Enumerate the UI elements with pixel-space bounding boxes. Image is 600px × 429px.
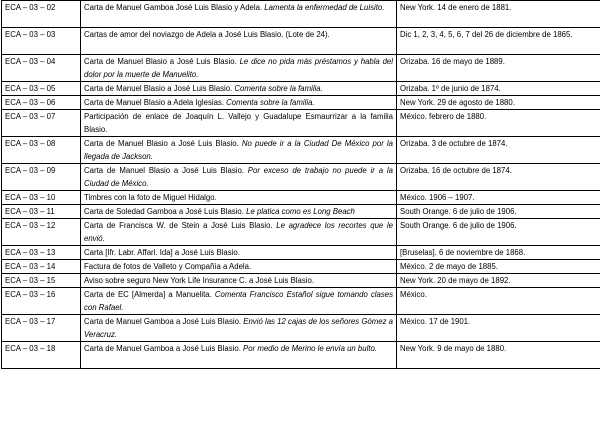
record-place-date: México. 17 de 1901. [397,315,600,342]
description-note: Comenta sobre la familia. [224,98,315,107]
description-text: Cartas de amor del noviazgo de Adela a José Luis Blasio. (Lote de 24). [84,30,330,39]
record-code: ECA – 03 – 03 [2,28,81,55]
record-description [81,219,397,246]
description-note: Comenta Francisco Estañol sigue tomando clases con Rafael. [84,290,393,312]
description-note: Le agradece los recortes que le envió. [84,221,393,243]
record-place-date: New York. 14 de enero de 1881. [397,1,600,28]
description-text: Carta de Manuel Blasio a José Luis Blasio. [84,57,237,66]
record-description [81,315,397,342]
table-row [2,191,600,205]
record-place-date: Dic 1, 2, 3, 4, 5, 6, 7 del 26 de diciembre de 1865. [397,28,600,55]
record-description [81,246,397,260]
record-description [81,137,397,164]
table-row [2,55,600,82]
table-row [2,219,600,246]
table-row [2,1,600,28]
record-place-date: New York. 20 de mayo de 1892. [397,274,600,288]
record-place-date: Orizaba. 1º de junio de 1874. [397,82,600,96]
record-code: ECA – 03 – 09 [2,164,81,191]
record-code: ECA – 03 – 07 [2,110,81,137]
description-text: Participación de enlace de Joaquín L. Vallejo y Guadalupe Esmaurrizar a la familia Blasio. [84,112,393,134]
description-note: No puede ir a la Ciudad De México por la llegada de Jackson. [84,139,393,161]
record-place-date: México. febrero de 1880. [397,110,600,137]
description-note: Le dice no pida más préstamos y habla del dolor por la muerte de Manuelito. [84,57,393,79]
record-code: ECA – 03 – 08 [2,137,81,164]
record-place-date: Orizaba. 16 de mayo de 1889. [397,55,600,82]
description-text: Carta de Manuel Gamboa José Luis Blasio y Adela. [84,3,263,12]
record-place-date: South Orange. 6 de julio de 1906. [397,219,600,246]
record-place-date: New York. 9 de mayo de 1880. [397,342,600,369]
description-text: Aviso sobre seguro New York Life Insurance C. a José Luis Blasio. [84,276,314,285]
description-note: Comenta sobre la familia. [232,84,323,93]
record-description [81,164,397,191]
description-note: Por exceso de trabajo no puede ir a la Ciudad de México. [84,166,393,188]
table-row [2,137,600,164]
description-text: Carta de Manuel Blasio a José Luis Blasio. [84,166,244,175]
record-place-date: México. 2 de mayo de 1885. [397,260,600,274]
record-place-date: México. [397,288,600,315]
record-code: ECA – 03 – 04 [2,55,81,82]
table-row [2,342,600,369]
record-code: ECA – 03 – 05 [2,82,81,96]
record-description [81,55,397,82]
description-text: Carta de Manuel Blasio a José Luis Blasio. [84,139,239,148]
record-code: ECA – 03 – 06 [2,96,81,110]
table-row [2,246,600,260]
record-description [81,28,397,55]
description-text: Carta de EC [Almerda] a Manuelita. [84,290,212,299]
records-table [1,0,600,369]
table-row [2,82,600,96]
record-description [81,342,397,369]
record-code: ECA – 03 – 02 [2,1,81,28]
description-text: Carta de Manuel Blasio a José Luis Blasio. [84,84,233,93]
record-description [81,288,397,315]
description-text: Timbres con la foto de Miguel Hidalgo. [84,193,217,202]
record-code: ECA – 03 – 11 [2,205,81,219]
description-text: Carta de Manuel Gamboa a José Luis Blasio. [84,344,241,353]
record-code: ECA – 03 – 12 [2,219,81,246]
description-note: Lamenta la enfermedad de Luisito. [262,3,385,12]
description-text: Carta [Ifr. Labr. Affarl. Ida] a José Luis Blasio. [84,248,240,257]
table-row [2,288,600,315]
record-place-date: Orizaba. 3 de octubre de 1874. [397,137,600,164]
record-code: ECA – 03 – 16 [2,288,81,315]
record-description [81,191,397,205]
description-note: Por medio de Merino le envía un bulto. [240,344,377,353]
record-code: ECA – 03 – 13 [2,246,81,260]
description-text: Factura de fotos de Valleto y Compañía a Adela. [84,262,252,271]
record-code: ECA – 03 – 14 [2,260,81,274]
record-code: ECA – 03 – 17 [2,315,81,342]
table-row [2,110,600,137]
record-place-date: South Orange. 6 de julio de 1906. [397,205,600,219]
description-text: Carta de Manuel Gamboa a José Luis Blasio. [84,317,242,326]
record-place-date: Orizaba. 16 de octubre de 1874. [397,164,600,191]
record-description [81,110,397,137]
record-description [81,260,397,274]
table-row [2,260,600,274]
record-place-date: [Bruselas]. 6 de noviembre de 1868. [397,246,600,260]
table-row [2,315,600,342]
table-row [2,96,600,110]
table-row [2,164,600,191]
record-code: ECA – 03 – 10 [2,191,81,205]
record-description [81,1,397,28]
table-row [2,205,600,219]
record-place-date: México. 1906 – 1907. [397,191,600,205]
description-text: Carta de Francisca W. de Stein a José Luis Blasio. [84,221,273,230]
record-code: ECA – 03 – 18 [2,342,81,369]
record-description [81,205,397,219]
description-note: Le platica como es Long Beach [243,207,355,216]
record-description [81,82,397,96]
description-note: Envió las 12 cajas de los señores Gómez a Veracruz. [84,317,394,339]
record-code: ECA – 03 – 15 [2,274,81,288]
description-text: Carta de Soledad Gamboa a José Luis Blasio. [84,207,244,216]
record-description [81,96,397,110]
record-place-date: New York. 29 de agosto de 1880. [397,96,600,110]
table-row [2,28,600,55]
table-row [2,274,600,288]
description-text: Carta de Manuel Blasio a Adela Iglesias. [84,98,224,107]
record-description [81,274,397,288]
